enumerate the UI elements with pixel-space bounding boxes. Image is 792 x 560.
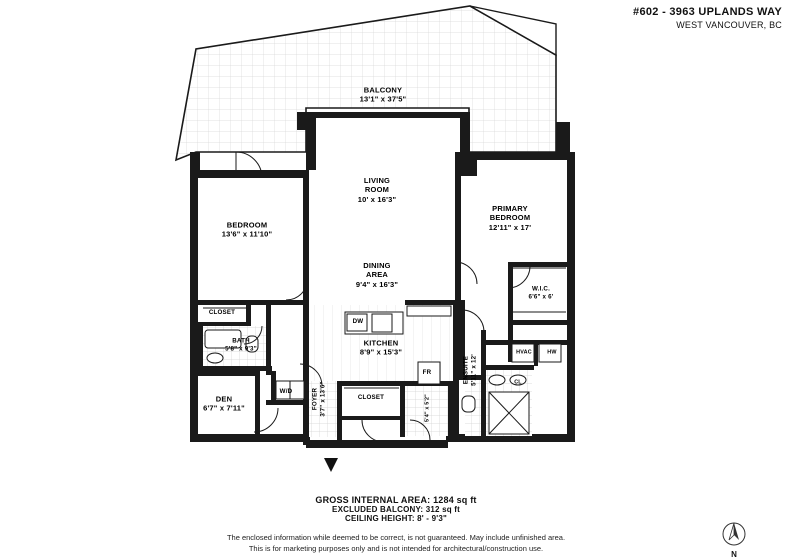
- room-name: BALCONY: [363, 85, 403, 95]
- room-name: KITCHEN: [363, 338, 399, 348]
- room-name: W.I.C.: [531, 285, 551, 293]
- room-dimensions: 3'7" x 13'6": [319, 381, 326, 417]
- room-dimensions: 13'6" x 11'10": [221, 230, 273, 239]
- room-name: HVAC: [516, 349, 532, 356]
- room-name: FOYER: [311, 387, 319, 411]
- entry-arrow: [324, 458, 338, 472]
- room-dimensions: 13'1" x 37'5": [359, 95, 407, 104]
- room-name: ENSUITE: [462, 355, 470, 385]
- disclaimer: [0, 533, 792, 555]
- area-summary: [0, 495, 792, 523]
- room-name: CLOSET: [208, 309, 236, 317]
- room-name: W/D: [279, 388, 293, 396]
- room-name: CL: [514, 379, 522, 386]
- compass-rose: [714, 520, 754, 560]
- compass-north-label: N: [731, 550, 737, 559]
- room-name: LIVING ROOM: [363, 175, 391, 195]
- room-name: FR: [422, 369, 432, 377]
- room-dimensions: 12'11" x 17': [488, 222, 532, 232]
- gross-area-text: GROSS INTERNAL AREA: 1284 sq ft: [315, 495, 477, 505]
- room-name: HW: [547, 349, 557, 356]
- room-name: DEN: [215, 394, 233, 404]
- room-dimensions: 6'7" x 7'11": [203, 404, 245, 413]
- ceiling-height-text: CEILING HEIGHT: 8' - 9'3": [345, 514, 447, 523]
- room-dimensions: 10' x 16'3": [357, 194, 397, 204]
- disclaimer-line-2: This is for marketing purposes only and is not intended for architectural/construction use.: [248, 543, 544, 553]
- property-address: #602 - 3963 UPLANDS WAY: [633, 6, 782, 18]
- room-dimensions: 6'6" x 6': [528, 293, 554, 300]
- room-name: BATH: [232, 337, 250, 345]
- room-dimensions: 5'8" x 9'3": [225, 345, 257, 352]
- room-dimensions: 5'4" x 5'2": [424, 394, 431, 422]
- property-city: WEST VANCOUVER, BC: [676, 19, 782, 30]
- room-name: DW: [352, 318, 364, 326]
- room-dimensions: 8'9" x 15'3": [359, 348, 403, 357]
- room-name: BEDROOM: [226, 220, 268, 230]
- excluded-balcony-text: EXCLUDED BALCONY: 312 sq ft: [332, 505, 460, 514]
- room-name: DINING AREA: [363, 260, 391, 280]
- room-dimensions: 9'4" x 16'3": [355, 279, 399, 289]
- room-dimensions: 5'11" x 12': [470, 354, 477, 386]
- disclaimer-line-1: The enclosed information while deemed to be correct, is not guaranteed. May include unfinished area.: [226, 533, 566, 542]
- room-name: CLOSET: [357, 394, 385, 402]
- room-name: PRIMARY BEDROOM: [489, 203, 531, 223]
